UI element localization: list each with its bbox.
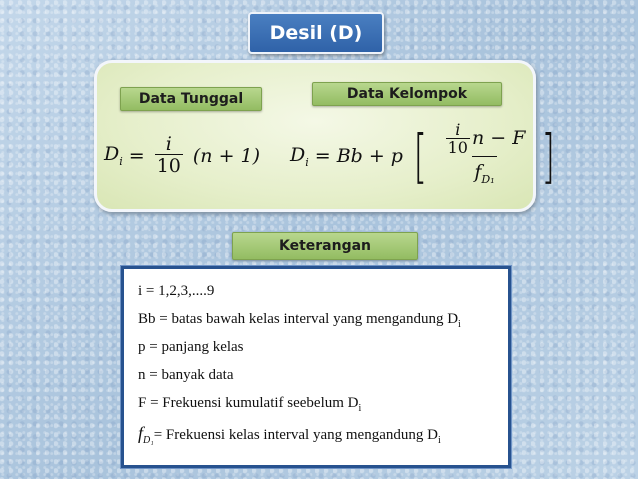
keterangan-item: p = panjang kelas [138,339,244,355]
fraction: $\frac{i}{10}$ [156,133,181,177]
keterangan-item: i = 1,2,3,....9 [138,283,215,299]
formula-lhs: $D_i$ [290,144,309,169]
keterangan-item: n = banyak data [138,367,234,383]
formula-lhs: $D_i$ [104,143,123,168]
left-bracket: [ [413,122,428,191]
equals-sign: = [314,145,331,168]
equals-sign: = [128,144,145,167]
big-fraction: $\frac{i}{10}$ n − F $f_{D_1}$ [442,122,528,191]
keterangan-item: $f_{D_1}=$ Frekuensi kelas interval yang mengandung $D_i$ [138,423,441,446]
right-bracket: ] [541,122,556,191]
slide-title: Desil (D) [248,12,384,54]
formula-data-kelompok [290,122,560,191]
label-keterangan: Keterangan [232,232,418,260]
keterangan-box [121,266,511,468]
formula-data-tunggal [104,134,260,177]
label-data-kelompok: Data Kelompok [312,82,502,106]
formula-bb: Bb + p [336,145,403,168]
keterangan-item: Bb = batas bawah kelas interval yang mengandung $D_i$ [138,311,461,330]
keterangan-item: F = Frekuensi kumulatif seebelum $D_i$ [138,395,362,414]
label-data-tunggal: Data Tunggal [120,87,262,111]
formula-rest: (n + 1) [192,144,261,167]
